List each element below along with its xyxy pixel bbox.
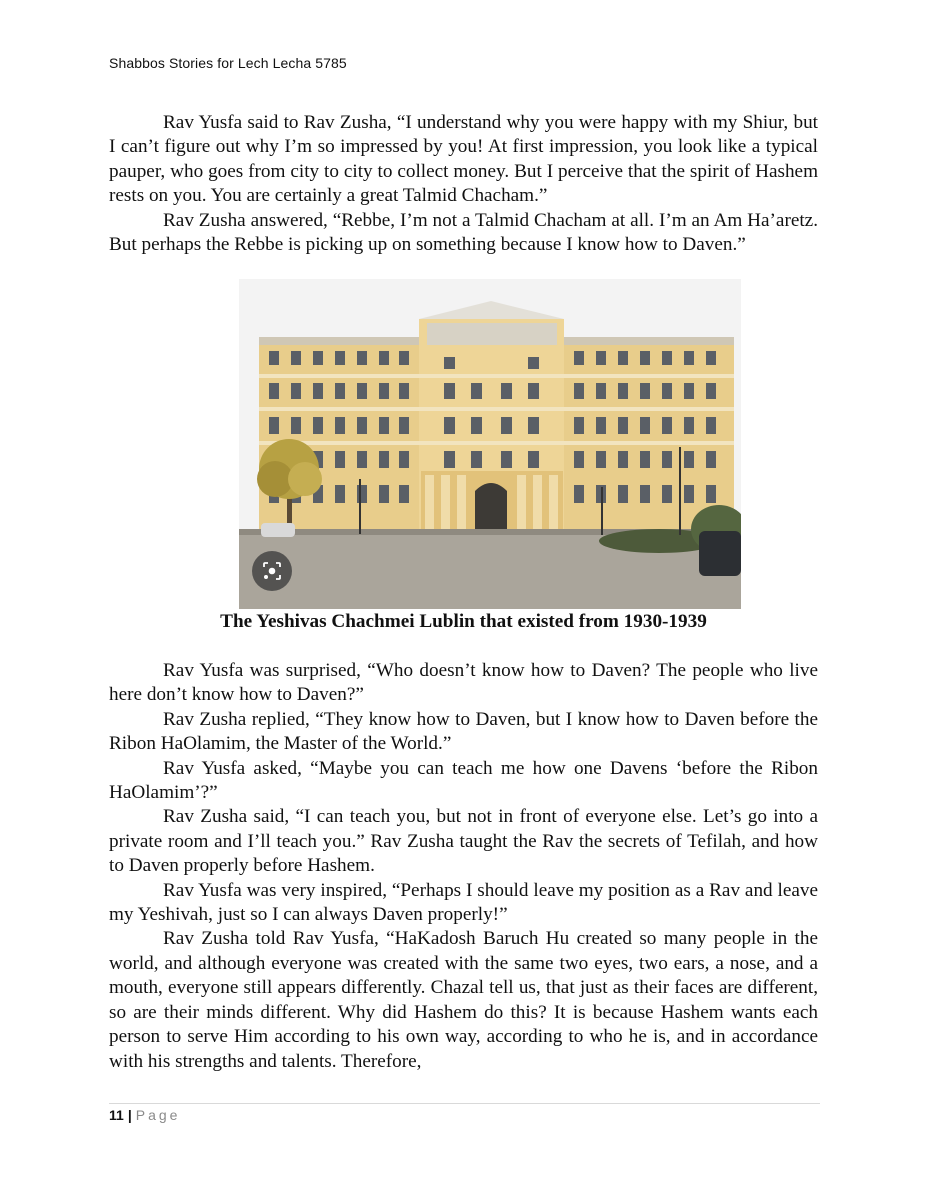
yeshiva-photo xyxy=(239,279,741,609)
yeshiva-building-illustration xyxy=(239,279,741,609)
footer-divider xyxy=(109,1103,820,1104)
body-text-bottom xyxy=(109,659,818,1074)
paragraph: Rav Zusha answered, “Rebbe, I’m not a Talmid Chacham at all. I’m an Am Ha’aretz. But perhaps the Rebbe is picking up on something because I know how to Daven.” xyxy=(109,209,818,256)
body-text-top xyxy=(109,111,818,257)
paragraph: Rav Zusha replied, “They know how to Daven, but I know how to Daven before the Ribon HaOlamim, the Master of the World.” xyxy=(109,708,818,755)
paragraph: Rav Yusfa was surprised, “Who doesn’t know how to Daven? The people who live here don’t know how to Daven?” xyxy=(109,660,818,706)
footer-separator: | xyxy=(127,1107,132,1123)
figure-caption: The Yeshivas Chachmei Lublin that existed from 1930-1939 xyxy=(220,611,707,632)
page-footer xyxy=(109,1107,180,1123)
paragraph: Rav Yusfa was very inspired, “Perhaps I should leave my position as a Rav and leave my Yeshivah, just so I can always Daven properly!” xyxy=(109,879,818,926)
page-header-title: Shabbos Stories for Lech Lecha 5785 xyxy=(109,55,347,71)
page-number: 11 xyxy=(109,1107,124,1123)
lens-search-glyph xyxy=(262,561,282,581)
page-label: Page xyxy=(135,1107,181,1123)
paragraph: Rav Zusha told Rav Yusfa, “HaKadosh Baruch Hu created so many people in the world, and although everyone was created with the same two eyes, two ears, a nose, and a mouth, everyone still appears differently. Chazal tell us, that just as their faces are different, so are their minds different. Why did Hashem do this? It is because Hashem wants each person to serve Him according to his own way, according to who he is, and in accordance with his strengths and talents. Therefore, xyxy=(109,928,818,1072)
lens-search-icon[interactable] xyxy=(252,551,292,591)
paragraph: Rav Yusfa said to Rav Zusha, “I understand why you were happy with my Shiur, but I can’t figure out why I’m so impressed by you! At first impression, you look like a typical pauper, who goes from city to city to collect money. But I perceive that the spirit of Hashem rests on you. You are certainly a great Talmid Chacham.” xyxy=(109,112,818,207)
paragraph: Rav Zusha said, “I can teach you, but not in front of everyone else. Let’s go into a private room and I’ll teach you.” Rav Zusha taught the Rav the secrets of Tefilah, and how to Daven properly before Hashem. xyxy=(109,806,818,877)
paragraph: Rav Yusfa asked, “Maybe you can teach me how one Davens ‘before the Ribon HaOlamim’?” xyxy=(109,757,818,804)
